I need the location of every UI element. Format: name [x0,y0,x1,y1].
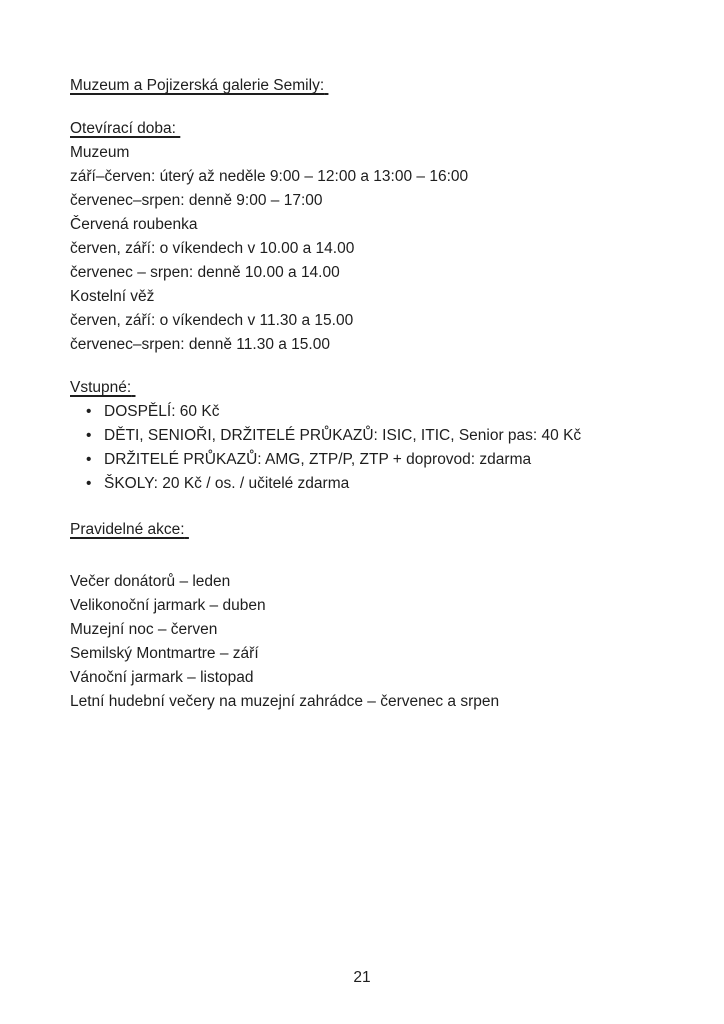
events-list [70,570,669,714]
admission-item [70,424,669,448]
opening-hours-line: červenec – srpen: denně 10.00 a 14.00 [70,264,340,281]
page-title-text: Muzeum a Pojizerská galerie Semily: [70,77,325,94]
bullet-icon: • [86,451,92,468]
opening-hours-line: červenec–srpen: denně 11.30 a 15.00 [70,336,330,353]
regular-events-heading: Pravidelné akce: [70,521,185,538]
event-line: Letní hudební večery na muzejní zahrádce – červenec a srpen [70,693,500,710]
opening-hours-line: červen, září: o víkendech v 10.00 a 14.00 [70,240,355,257]
page-content [70,74,669,714]
opening-hours-line: Červená roubenka [70,216,198,233]
section-opening-hours [70,117,669,357]
section-admission [70,376,669,496]
event-line: Večer donátorů – leden [70,573,231,590]
admission-item [70,472,669,496]
page-number: 21 [353,969,371,986]
admission-item [70,448,669,472]
bullet-icon: • [86,475,92,492]
bullet-icon: • [86,427,92,444]
admission-list [70,400,669,496]
admission-item-text: DOSPĚLÍ: 60 Kč [104,403,220,420]
opening-hours-line: červen, září: o víkendech v 11.30 a 15.00 [70,312,354,329]
event-line: Muzejní noc – červen [70,621,218,638]
admission-item-text: DRŽITELÉ PRŮKAZŮ: AMG, ZTP/P, ZTP + doprovod: zdarma [104,451,532,468]
admission-item-text: DĚTI, SENIOŘI, DRŽITELÉ PRŮKAZŮ: ISIC, ITIC, Senior pas: 40 Kč [104,427,582,444]
admission-item [70,400,669,424]
admission-item-text: ŠKOLY: 20 Kč / os. / učitelé zdarma [104,475,350,492]
opening-hours-line: červenec–srpen: denně 9:00 – 17:00 [70,192,323,209]
page-title [70,74,669,98]
opening-hours-line: Muzeum [70,144,130,161]
bullet-icon: • [86,403,92,420]
opening-hours-line: Kostelní věž [70,288,155,305]
opening-hours-line: září–červen: úterý až neděle 9:00 – 12:00 a 13:00 – 16:00 [70,168,469,185]
section-regular-events [70,518,669,714]
event-line: Semilský Montmartre – září [70,645,259,662]
opening-hours-heading: Otevírací doba: [70,120,176,137]
event-line: Vánoční jarmark – listopad [70,669,254,686]
event-line: Velikonoční jarmark – duben [70,597,266,614]
admission-heading: Vstupné: [70,379,132,396]
